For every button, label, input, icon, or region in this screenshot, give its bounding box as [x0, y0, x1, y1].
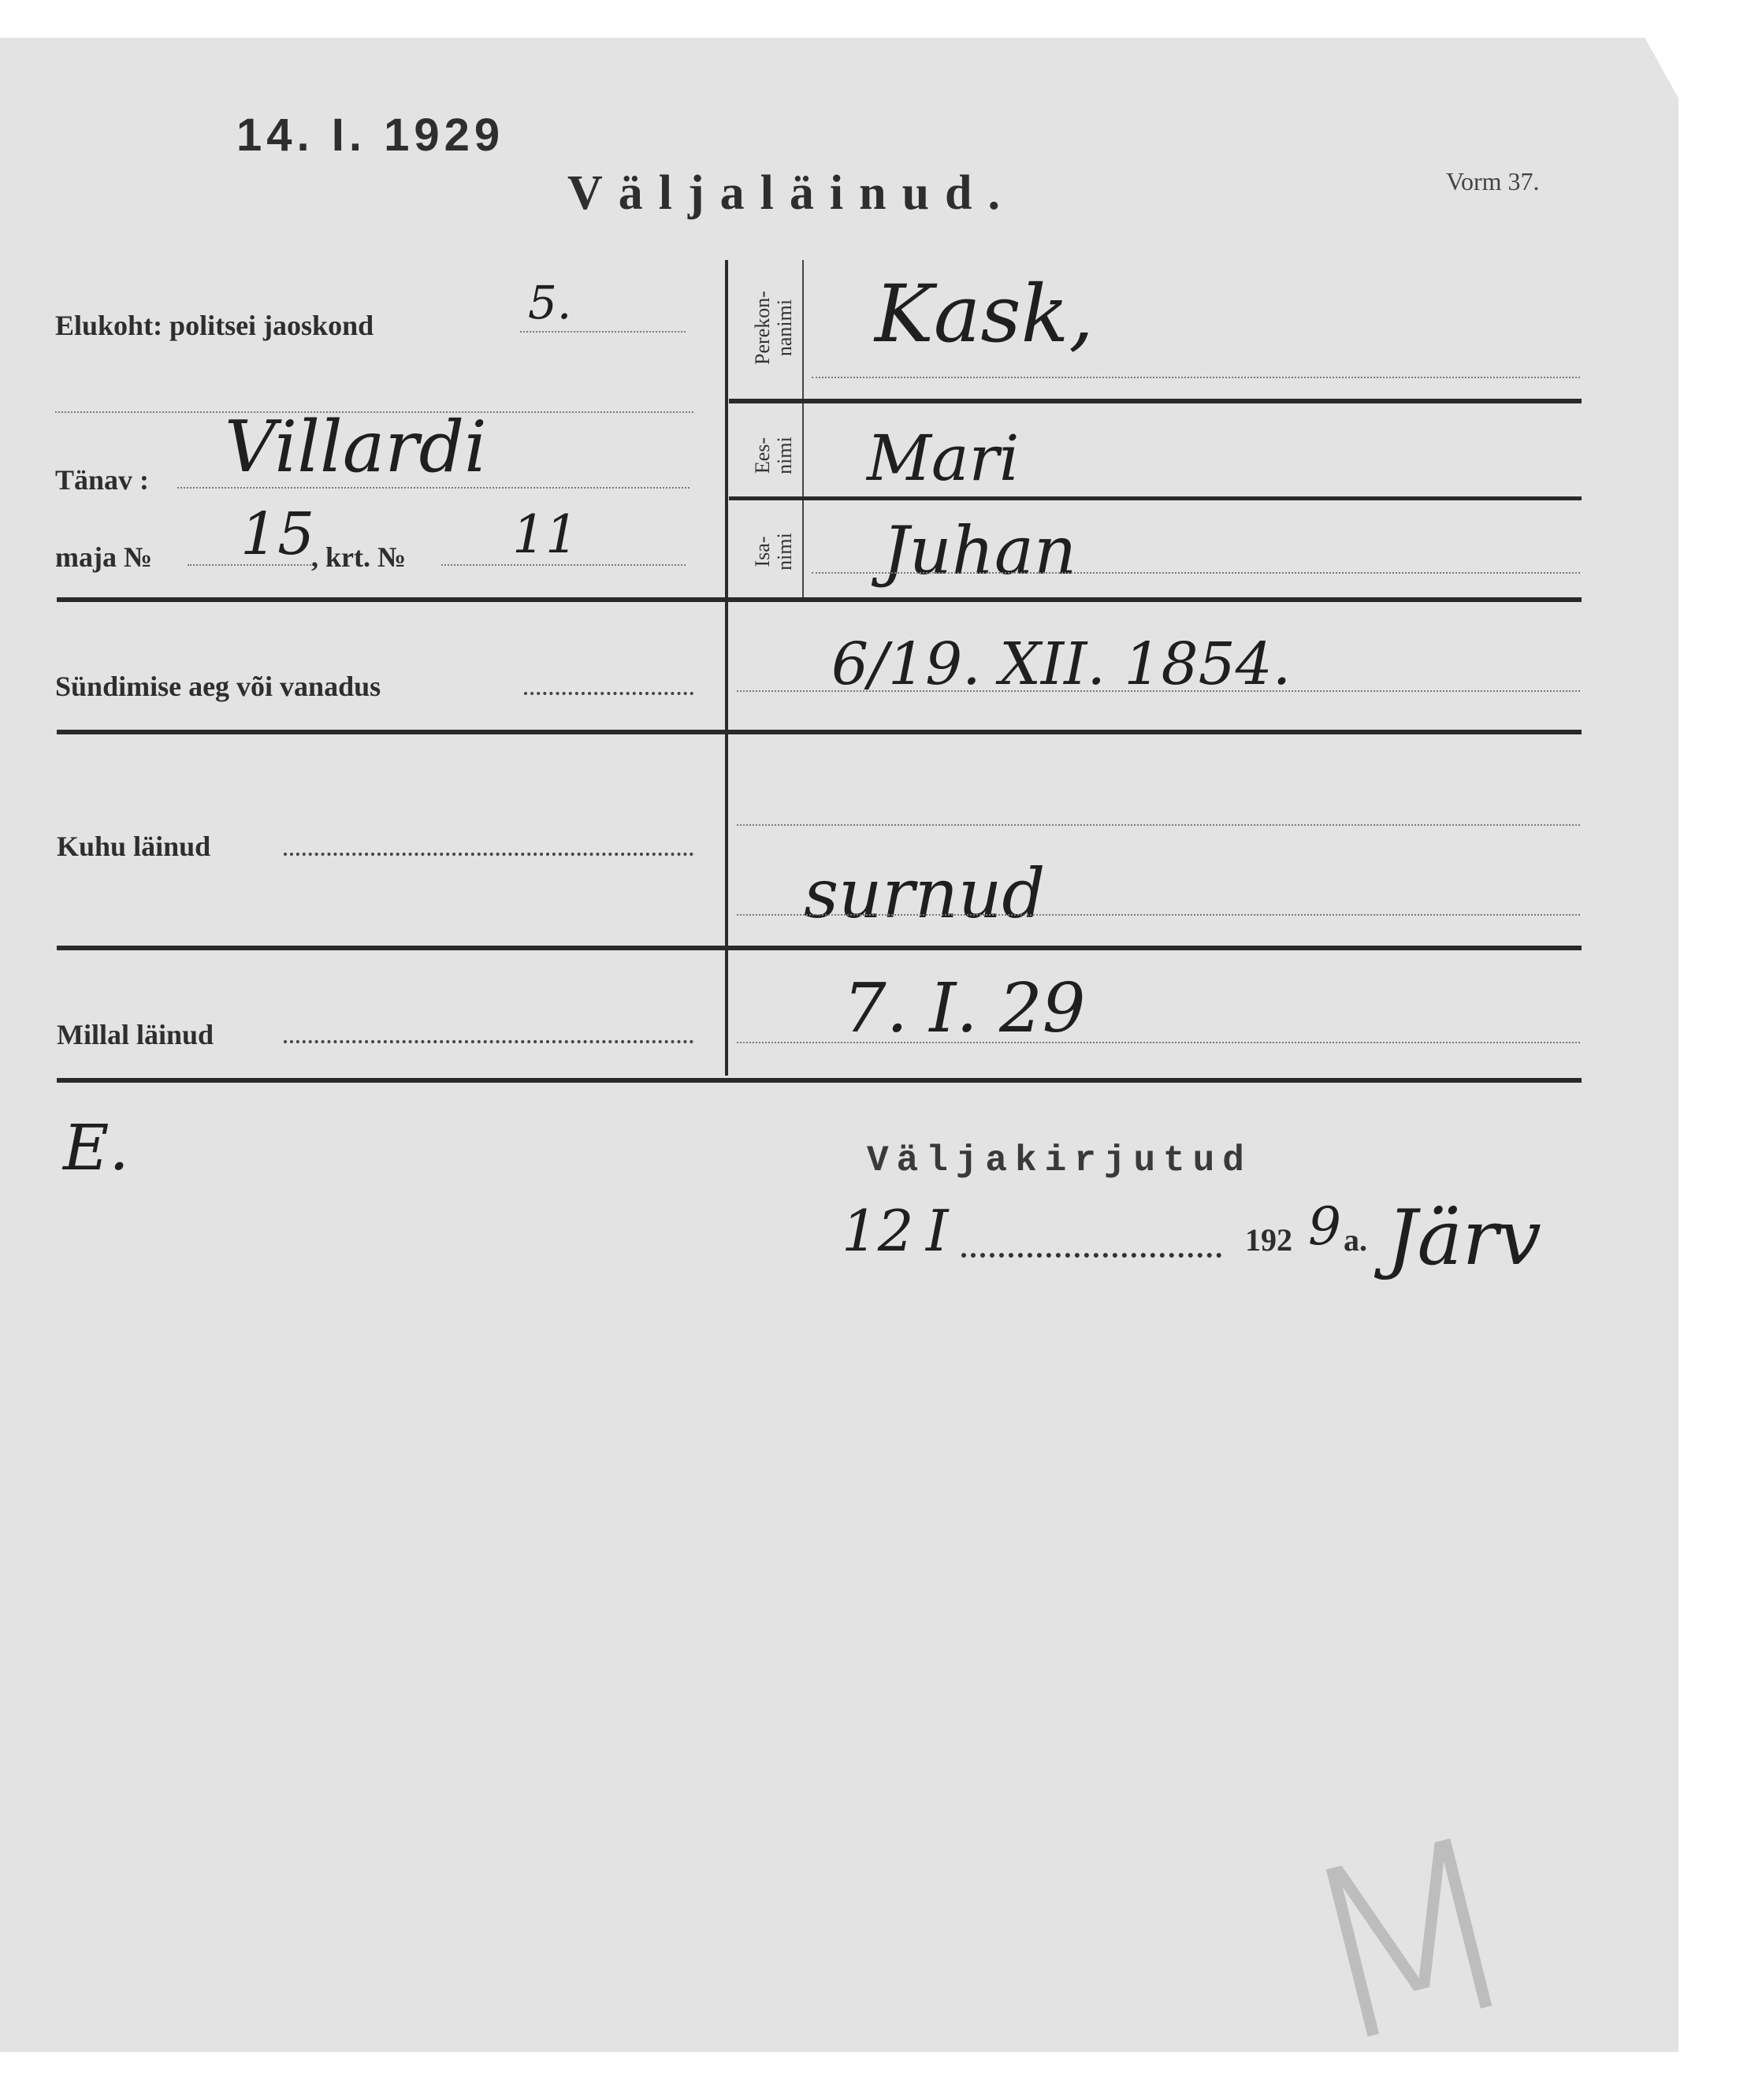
- when-leader: [284, 1040, 693, 1043]
- section-rule-2: [57, 730, 1582, 734]
- discharge-year-suffix: a.: [1344, 1222, 1367, 1258]
- house-label: maja №: [55, 541, 153, 573]
- father-name-value: Juhan: [883, 512, 1077, 589]
- first-name-value: Mari: [867, 422, 1020, 495]
- apartment-value: 11: [512, 504, 578, 565]
- house-value: 15: [240, 500, 315, 568]
- pencil-mark: M: [1277, 1783, 1543, 2100]
- discharge-stamp: Väljakirjutud: [867, 1140, 1252, 1181]
- discharge-day: 12: [842, 1198, 914, 1264]
- precinct-line: [520, 331, 686, 333]
- precinct-label: Elukoht: politsei jaoskond: [55, 310, 374, 341]
- discharge-date-line: [961, 1253, 1221, 1258]
- surname-value: Kask,: [875, 268, 1095, 360]
- precinct-value: 5.: [528, 276, 572, 329]
- page-title: Väljaläinud.: [567, 166, 1017, 220]
- where-line-upper: [737, 824, 1580, 826]
- when-label: Millal läinud: [57, 1019, 214, 1050]
- discharge-year-written: 9: [1308, 1196, 1341, 1257]
- street-value: Villardi: [225, 406, 487, 489]
- form-number: Vorm 37.: [1446, 167, 1540, 195]
- when-line: [737, 1042, 1580, 1043]
- birth-label: Sündimise aeg või vanadus: [55, 671, 381, 702]
- margin-note: E.: [63, 1111, 129, 1184]
- birth-line: [737, 690, 1580, 692]
- where-line-lower: [737, 914, 1580, 916]
- stamp-date: 14. I. 1929: [236, 110, 505, 161]
- discharge-month: I: [926, 1198, 949, 1264]
- section-rule-1: [57, 597, 1582, 602]
- first-name-rule: [729, 496, 1582, 500]
- surname-rule: [729, 399, 1582, 403]
- first-name-label: Ees- nimi: [751, 437, 796, 474]
- surname-label: Perekon- nanimi: [751, 291, 796, 365]
- name-label-divider: [802, 260, 804, 599]
- section-rule-3: [57, 946, 1582, 950]
- father-name-line: [812, 572, 1580, 574]
- signature: Järv: [1387, 1194, 1541, 1282]
- apartment-label: , krt. №: [311, 541, 407, 573]
- where-value: surnud: [804, 855, 1046, 934]
- when-value: 7. I. 29: [843, 969, 1086, 1048]
- section-rule-4: [57, 1078, 1582, 1083]
- father-name-label: Isa- nimi: [751, 533, 796, 571]
- street-label: Tänav :: [55, 464, 150, 496]
- column-divider: [725, 260, 728, 1076]
- where-label: Kuhu läinud: [57, 831, 211, 862]
- discharge-year-printed: 192: [1245, 1222, 1292, 1258]
- birth-leader: [524, 692, 693, 695]
- where-leader: [284, 853, 693, 856]
- surname-line: [812, 377, 1580, 378]
- birth-value: 6/19. XII. 1854.: [831, 630, 1292, 698]
